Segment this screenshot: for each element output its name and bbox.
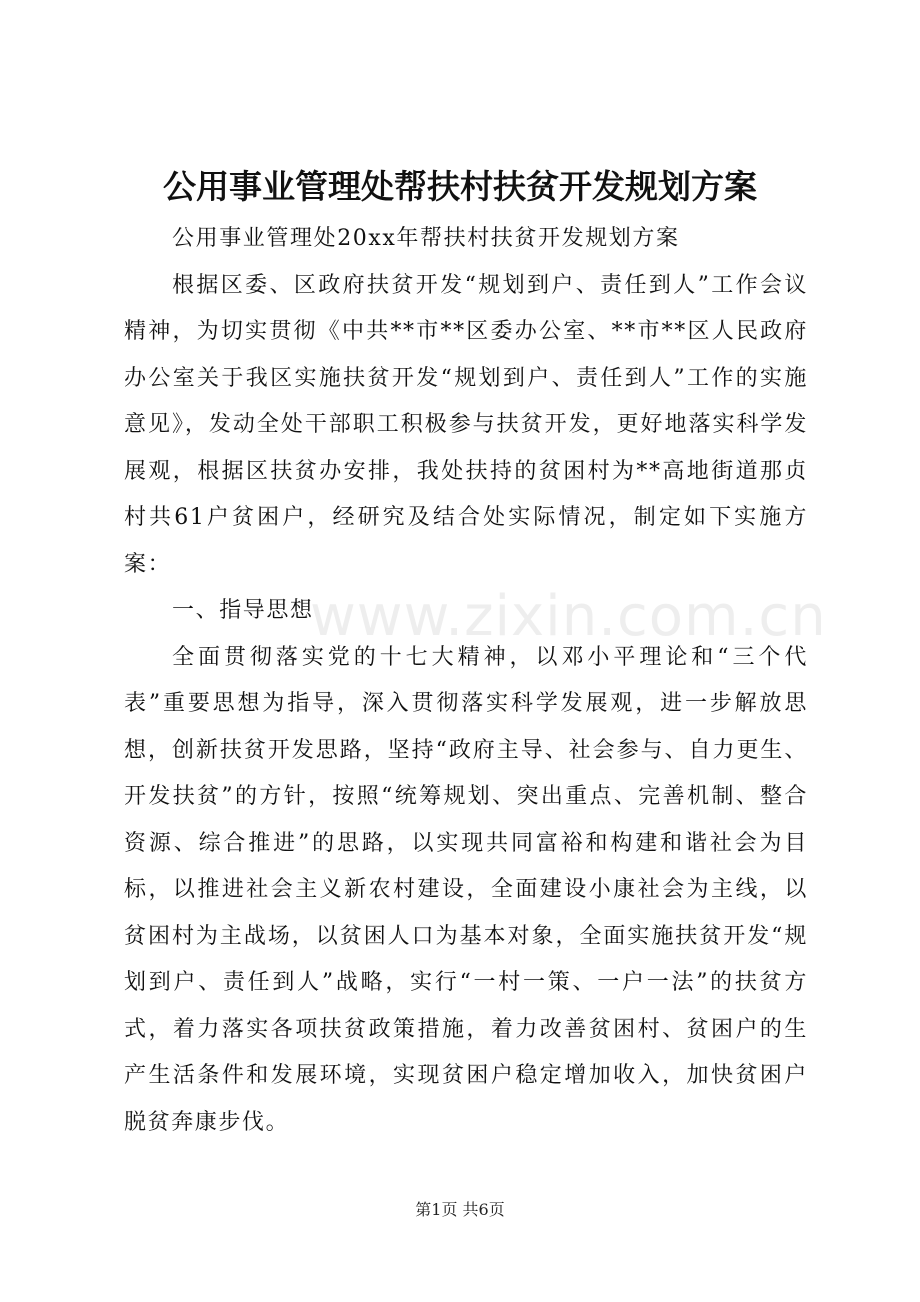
page-footer: 第1页 共6页: [415, 1200, 505, 1219]
section-heading-guiding-ideology: 一、指导思想: [172, 598, 314, 623]
guiding-ideology-paragraph: 全面贯彻落实党的十七大精神，以邓小平理论和“三个代表”重要思想为指导，深入贯彻落实科学发展观，进一步解放思想，创新扶贫开发思路，坚持“政府主导、社会参与、自力更生、开发扶贫”的方针，按照“统筹规划、突出重点、完善机制、整合资源、综合推进”的思路，以实现共同富裕和构建和谐社会为目标，以推进社会主义新农村建设，全面建设小康社会为主线，以贫困村为主战场，以贫困人口为基本对象，全面实施扶贫开发“规划到户、责任到人”战略，实行“一村一策、一户一法”的扶贫方式，着力落实各项扶贫政策措施，着力改善贫困村、贫困户的生产生活条件和发展环境，实现贫困户稳定增加收入，加快贫困户脱贫奔康步伐。: [124, 644, 808, 1135]
intro-paragraph: 根据区委、区政府扶贫开发“规划到户、责任到人”工作会议精神，为切实贯彻《中共**市**区委办公室、**市**区人民政府办公室关于我区实施扶贫开发“规划到户、责任到人”工作的实施意见》，发动全处干部职工积极参与扶贫开发，更好地落实科学发展观，根据区扶贫办安排，我处扶持的贫困村为**高地街道那贞村共61户贫困户，经研究及结合处实际情况，制定如下实施方案：: [124, 272, 808, 577]
watermark: www.zixin.com.cn: [310, 584, 827, 649]
document-body: [124, 216, 808, 1146]
document-title: 公用事业管理处帮扶村扶贫开发规划方案: [163, 167, 757, 206]
document-subtitle-paragraph: 公用事业管理处20xx年帮扶村扶贫开发规划方案: [172, 226, 680, 251]
